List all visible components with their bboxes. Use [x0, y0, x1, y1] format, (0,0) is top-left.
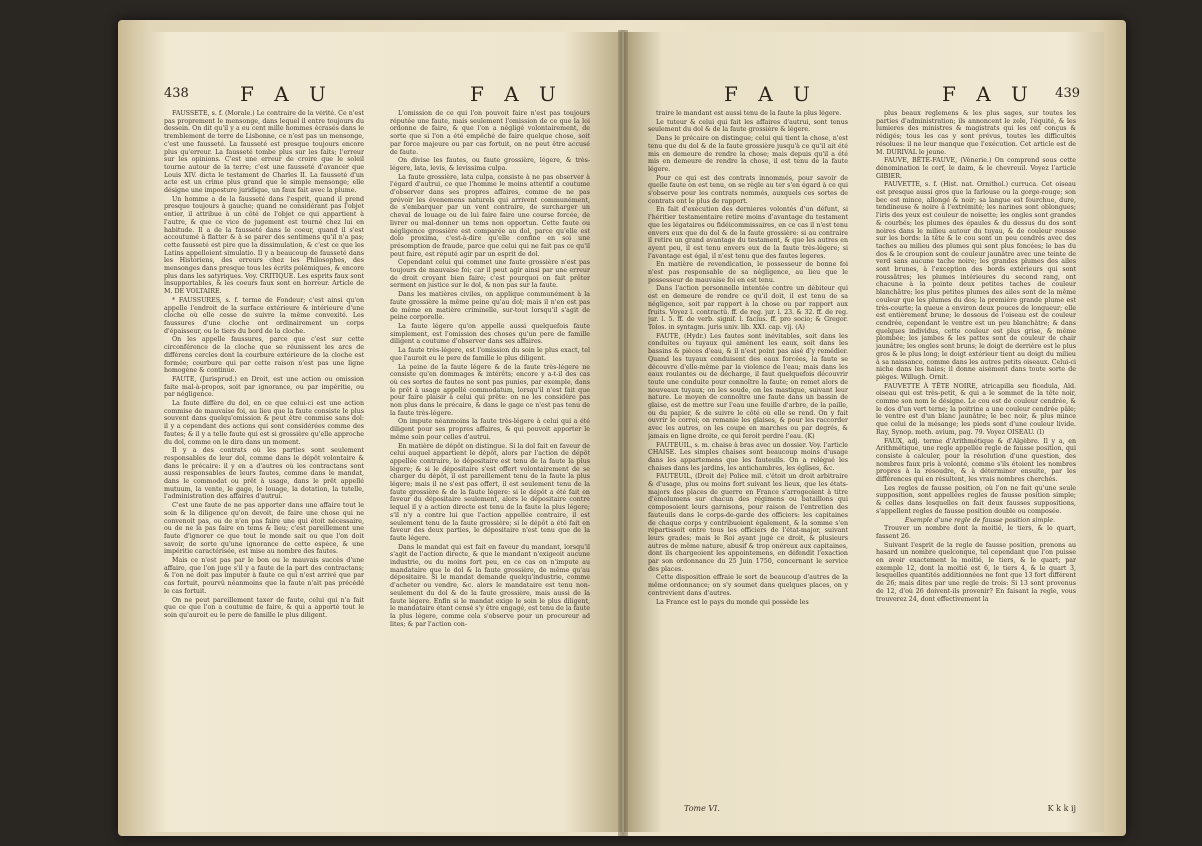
running-head: F A U [942, 82, 1035, 106]
paragraph: En fait d'exécution des dernieres volontés d'un défunt, si l'héritier testamentaire retire moins d'avantage du testament que les légataires ou fidéicommissaires, en ce cas il n'est tenu envers eux que du dol & de la faute grossière: si au contraire il retire un grand avantage du testament, & que les autres en ayent peu, il est tenu envers eux de la faute très-légere; si l'avantage est égal, il n'est tenu que des fautes legeres. [648, 206, 848, 260]
paragraph: FAUX, adj. terme d'Arithmétique & d'Algèbre. Il y a, en Arithmétique, une regle appellée regle de fausse position, qui consiste à calculer, pour la résolution d'une question, des nombres faux pris à volonté, comme s'ils étoient les nombres propres à la résoudre, & à déterminer ensuite, par les différences qui en résultent, les vrais nombres cherchés. [876, 437, 1076, 484]
left-page-header [140, 82, 622, 110]
paragraph: La faute très-légere, est l'omission du soin le plus exact, tel que l'auroit eu le pere de famille le plus diligent. [390, 347, 590, 362]
paragraph: Les regles de fausse position, où l'on ne fait qu'une seule supposition, sont appellées regles de fausse position simple; & celles dans lesquelles on fait deux fausses suppositions, s'appellent regles de fausse position double ou composée. [876, 484, 1076, 515]
paragraph: FAUVETTE, s. f. (Hist. nat. Ornithol.) curruca. Cet oiseau est presque aussi gros que la farlouse ou la gorge-rouge; son bec est mince, allongé & noir; sa langue est fourchue, dure, tendineuse & noire à l'extrémité; les narines sont oblongues; l'iris des yeux est couleur de noisette; les ongles sont grandes & courbés; les plumes des épaules & du dessus du dos sont noires dans le milieu autour du tuyau, & de couleur rousse sur les bords: la tête & le cou sont un peu cendrés avec des taches au milieu des plumes qui sont plus foncées; le bas du dos & le croupion sont de couleur jaunâtre avec une teinte de verd sans aucune tache noire; les grandes plumes des ailes sont brunes, à l'exception des bords extérieurs qui sont roussâtres; les plumes intérieures du second rang, ont chacune à la pointe deux petites taches de couleur blanchâtre; les plus petites plumes des ailes sont de la même couleur que les plumes du dos; la première grande plume est très-courte; la queue a environ deux pouces de longueur; elle est entièrement brune; le dessous de l'oiseau est de couleur cendrée, cependant le ventre est un peu blanchâtre; & dans quelques individus, cette couleur est plus grise, & même plombée; les jambes & les pattes sont de couleur de chair jaunâtre; les ongles sont bruns; le doigt de derrière est le plus gros & le plus long; le doigt extérieur tient au doigt du milieu à sa naissance, comme dans les autres petits oiseaux. Celui-ci niche dans les haies; il donne aisément dans toute sorte de pièges. Willugh. Ornit. [876, 181, 1076, 381]
paragraph: plus beaux reglemens & les plus sages, sur toutes les parties d'administration; ils annoncent le zele, l'équité, & les lumieres des ministres & magistrats qui les ont conçus & rédigés; tous les cas y sont prévus, toutes les difficultés résolues: il ne leur manque que l'exécution. Cet article est de M. DURIVAL le jeune. [876, 110, 1076, 156]
paragraph: FAUVETTE À TÊTE NOIRE, atricapilla seu ficedula, Ald. oiseau qui est très-petit, & qui a le sommet de la tête noir, comme son nom le désigne. Le cou est de couleur cendrée, & le dos d'un vert terne; la poitrine a une couleur cendrée pâle; le ventre est d'un blanc jaunâtre; le bec noir, & plus mince que celui de la mésange; les pieds sont d'une couleur livide. Ray, Synop. meth. avium, pag. 79. Voyez OISEAU. (I) [876, 382, 1076, 436]
paragraph: Dans le mandat qui est fait en faveur du mandant, lorsqu'il s'agit de l'action directe, & que le mandant n'exigeoit aucune industrie, ou du moins fort peu, en ce cas on n'impute au mandataire que le dol & la faute grossière, de même qu'au dépositaire. Si le mandat demande quelqu'industrie, comme d'acheter ou vendre, &c. alors le mandataire est tenu non-seulement du dol & de la faute grossière, mais aussi de la faute légere. Enfin si le mandat exige le soin le plus diligent, le mandataire étant censé s'y être engagé, est tenu de la faute la plus légere, comme cela s'observe pour un procureur ad lites; & par l'action con- [390, 543, 590, 628]
open-book [118, 20, 1126, 836]
paragraph: * FAUSSURES, s. f. terme de Fondeur; c'est ainsi qu'on appelle l'endroit de la surface extérieure & intérieure d'une cloche où elle cesse de suivre la même convexité. Les faussures d'une cloche ont ordinairement un corps d'épaisseur, ou le tiers du bord de la cloche. [164, 296, 364, 335]
paragraph: La France est le pays du monde qui possède les [656, 598, 809, 606]
paragraph: On ne peut pareillement taxer de faute, celui qui n'a fait que ce que l'on a coutume de faire, & qui a apporté tout le soin qu'auroit eu le pere de famille le plus diligent. [164, 596, 364, 619]
paragraph: Dans les matières civiles, on applique communément à la faute grossière la même peine qu'au dol; mais il n'en est pas de même en matière criminelle, sur-tout lorsqu'il s'agit de peine corporelle. [390, 291, 590, 322]
paragraph: Le tuteur & celui qui fait les affaires d'autrui, sont tenus seulement du dol & de la faute grossière & légere. [648, 118, 848, 134]
paragraph: On les appelle faussures, parce que c'est sur cette circonférence de la cloche que se réunissent les arcs de différens cercles dont la courbure extérieure de la cloche est formée; courbure qui par cette raison n'est pas une ligne homogène & continue. [164, 336, 364, 375]
paragraph: traire le mandant est aussi tenu de la faute la plus légere. [656, 110, 842, 117]
paragraph: Cependant celui qui commet une faute grossière n'est pas toujours de mauvaise foi; car il peut agir ainsi par une erreur de droit croyant bien faire; c'est pourquoi on fait prêter serment en justice sur le dol, & non pas sur la faute. [390, 259, 590, 290]
paragraph: FAUSSETÉ, s. f. (Morale.) Le contraire de la vérité. Ce n'est pas proprement le mensonge, dans lequel il entre toujours du dessein. On dit qu'il y a eu cent mille hommes écrasés dans le tremblement de terre de Lisbonne, ce n'est pas un mensonge, c'est une fausseté. La fausseté est presque toujours encore plus qu'erreur. La fausseté tombe plus sur les faits; l'erreur sur les opinions. C'est une erreur de croire que le soleil tourne autour de la terre; c'est une fausseté d'avancer que Louis XIV. dicta le testament de Charles II. La fausseté d'un acte est un crime plus grand que le simple mensonge; elle désigne une imposture juridique, un faux fait avec la plume. [164, 110, 364, 195]
running-head: F A U [470, 82, 563, 106]
paragraph: C'est une faute de ne pas apporter dans une affaire tout le soin & la diligence qu'on devoit, de faire une chose qui ne convenoit pas, ou de n'en pas faire une qui étoit nécessaire, ou de ne la pas faire en tems & lieu; c'est pareillement une faute d'ignorer ce que tout le monde sait ou que l'on doit savoir, de sorte qu'une ignorance de cette espèce, & une impéritie caractérisée, est mise au nombre des fautes. [164, 502, 364, 556]
paragraph: FAUTE, (Jurisprud.) en Droit, est une action ou omission faite mal-à-propos, soit par ignorance, ou par impéritie, ou par négligence. [164, 375, 364, 399]
page-number: 438 [164, 86, 189, 101]
left-page [140, 32, 622, 832]
paragraph: FAUVE, BÊTE-FAUVE, (Vénerie.) On comprend sous cette dénomination le cerf, le daim, & le chevreuil. Voyez l'article GIBIER. [876, 157, 1076, 180]
paragraph: L'omission de ce qui l'on pouvoit faire n'est pas toujours réputée une faute, mais seulement l'omission de ce que la loi ordonne de faire, & que l'on a négligé volontairement, de sorte que si l'on a été empêché de faire quelque chose, soit par force majeure ou par cas fortuit, on ne peut être accusé de faute. [390, 110, 590, 156]
paragraph: Cette disposition effraie le sort de beaucoup d'autres de la même ordonnance; on s'y soumet dans quelques places, on y contrevient dans d'autres. [648, 574, 848, 597]
paragraph: On divise les fautes, ou faute grossière, légere, & très-légere, lata, levis, & levissima culpa. [390, 157, 590, 172]
paragraph: La faute légere qu'on appelle aussi quelquefois faute simplement, est l'omission des choses qu'un pere de famille diligent a coutume d'observer dans ses affaires. [390, 322, 590, 346]
paragraph: La peine de la faute légere & de la faute très-légere ne consiste qu'en dommages & intérêts; encore y a-t-il des cas où ces sortes de fautes ne sont pas punies, par exemple, dans le prêt à usage appellé commodatum, lorsqu'il n'est fait que pour faire plaisir à celui qui prête: on ne les considère pas non plus dans le précaire, & dans le gage ce n'est pas tenu de la faute très-légere. [390, 363, 590, 417]
paragraph: Dans l'action personnelle intentée contre un débiteur qui est en demeure de rendre ce qu'il doit, il est tenu de sa négligence, soit par rapport à la chose ou par rapport aux fruits. Voyez l. contractû. ff. de reg. jur. l. 23. & 32. ff. de reg. jur. l. 5. ff. de verb. signif. l. facius. ff. pro socio; & Gregor. Tolos. in syntagm. juris univ. lib. XXI. cap. vij. (A) [648, 285, 848, 331]
right-page [624, 32, 1104, 832]
right-page-header [624, 82, 1104, 110]
left-column-2 [390, 110, 590, 810]
paragraph: FAUTEUIL, s. m. chaise à bras avec un dossier. Voy. l'article CHAISE. Les simples chaises sont beaucoup moins d'usage dans les appartemens que les fauteuils. On a relégué les chaises dans les jardins, les antichambres, les églises, &c. [648, 441, 848, 472]
paragraph: Dans le précaire on distingue; celui qui tient la chose, n'est tenu que du dol & de la faute grossière jusqu'à ce qu'il ait été mis en demeure de rendre la chose; mais depuis qu'il a été mis en demeure de rendre la chose, il est tenu de la faute légere. [648, 135, 848, 173]
paragraph: On impute néanmoins la faute très-légere à celui qui a été diligent pour ses propres affaires, & qui pouvoit apporter le même soin pour celles d'autrui. [390, 418, 590, 441]
paragraph: FAUTEUIL, (Droit de) Police mil. c'étoit un droit arbitraire & d'usage, plus ou moins fort suivant les lieux, que les états-majors des places de guerre en France s'arrogeoient à titre d'émolumens sur chacun des régimens ou bataillons qui composoient leurs garnisons, pour raison de l'entretien des fauteuils dans le corps-de-garde des officiers: les capitaines de chaque corps y contribuoient également, & la somme s'en répartissoit entre tous les officiers de l'état-major, suivant leurs grades; mais le Roi ayant jugé ce droit, & plusieurs autres de même nature, abusif & trop onéreux aux capitaines, dont ils chargeoient les appointemens, en défendit l'exaction par son ordonnance du 25 Juin 1750, concernant le service des places. [648, 473, 848, 573]
paragraph: En matière de revendication, le possesseur de bonne foi n'est pas responsable de sa négligence, au lieu que le possesseur de mauvaise foi en est tenu. [648, 261, 848, 284]
book-gutter [618, 30, 628, 836]
paragraph: Mais ce n'est pas par le bon ou le mauvais succès d'une affaire, que l'on juge s'il y a faute de la part des contractans; & l'on ne doit pas imputer à faute ce qui n'est arrivé que par cas fortuit, pourvû néanmoins que la faute n'ait pas précédé le cas fortuit. [164, 557, 364, 595]
paragraph: Pour ce qui est des contrats innommés, pour savoir de quelle faute on est tenu, on se règle au ter s'en égard à ce qui s'observe pour les contrats nommés, auxquels ces sortes de contrats ont le plus de rapport. [648, 174, 848, 205]
page-number: 439 [1055, 86, 1080, 101]
right-column-1 [648, 110, 848, 800]
paragraph: Trouver un nombre dont la moitié, le tiers, & le quart, fassent 26. [876, 525, 1076, 540]
right-column-2 [876, 110, 1076, 800]
left-column-1 [164, 110, 364, 810]
paragraph: La faute grossière, lata culpa, consiste à ne pas observer à l'égard d'autrui, ce que l'homme le moins attentif a coutume d'observer dans ses propres affaires, comme de ne pas prévoir les évenemens naturels qui arrivent communément, de s'embarquer par un vent contraire, de surcharger un cheval de louage ou de lui faire faire une course forcée, de livrer ou mal-donner un tems non opportun. Cette faute ou négligence grossière est comparée au dol, parce qu'elle est dolo proxima, c'est-à-dire qu'elle confine en soi une présomption de fraude, parce que celui qui ne fait pas ce qu'il peut faire, est réputé agir par un esprit de dol. [390, 173, 590, 258]
volume-signature: Tome VI. [684, 804, 720, 813]
paragraph: Suivant l'esprit de la regle de fausse position, prenons au hasard un nombre quelconque, tel cependant que l'on puisse en avoir exactement la moitié, le tiers, & le quart; par exemple 12, dont la moitié est 6, le tiers 4, & le quart 3, lesquelles quantités additionnées ne font que 13 fort différent de 26; mais dites par une regle de trois: Si 13 sont provenus de 12, d'où 26 doivent-ils provenir? En faisant la regle, vous trouverez 24, dont effectivement la [876, 541, 1076, 603]
running-head: F A U [240, 82, 333, 106]
paragraph: La faute diffère du dol, en ce que celui-ci est une action commise de mauvaise foi, au lieu que la faute consiste le plus souvent dans quelqu'omission & peut être commise sans dol: il y a cependant des actions qui sont considérées comme des fautes; & il y a telle faute qui est si grossière qu'elle approche du dol, comme on le dira dans un moment. [164, 400, 364, 446]
paragraph: En matière de dépôt on distingue. Si la dol fait en faveur de celui auquel appartient le dépôt, alors par l'action de dépôt appellée contraire, le dépositaire est tenu de la faute la plus légere; & si le dépositaire s'est offert volontairement de se charger du dépôt, il est pareillement tenu de la faute la plus légere; mais il ne s'est pas offert, il est seulement tenu de la faute grossière & de la faute légere: si le dépôt a été fait en faveur du dépositaire seulement, alors le dépositaire contre lequel il y a action directe est tenu de la faute la plus légere; s'il n'y a contre lui que l'action appellée contraire, il est seulement tenu de la faute grossière; si le dépôt a été fait en faveur des deux parties, le dépositaire n'est tenu que de la faute légere. [390, 442, 590, 542]
running-head: F A U [724, 82, 817, 106]
gathering-signature: K k k ij [1047, 804, 1076, 813]
paragraph: Il y a des contrats où les parties sont seulement responsables de leur dol, comme dans le dépôt volontaire & dans le précaire: il y en a d'autres où les contractans sont aussi responsables de leurs fautes, comme dans le mandat, dans le commodat ou prêt à usage, dans le prêt appellé mutuum, la vente, le gage, le louage, la dotation, la tutelle, l'administration des affaires d'autrui. [164, 447, 364, 501]
paragraph: Un homme a de la fausseté dans l'esprit, quand il prend presque toujours à gauche; quand ne considérant pas l'objet entier, il attribue à un côté de l'objet ce qui appartient à l'autre, & que ce vice de jugement est tourné chez lui en habitude. Il a de la fausseté dans le coeur, quand il s'est accoutumé à flatter & à se parer des sentimens qu'il n'a pas; cette fausseté est pire que la dissimulation, & c'est ce que les Latins appelloient simulatio. Il y a beaucoup de fausseté dans les Historiens, des erreurs chez les Philosophes, des mensonges dans presque tous les écrits polémiques, & encore plus dans les satyriques. Voy. CRITIQUE. Les esprits faux sont insupportables, & les coeurs faux sont en horreur. Article de M. DE VOLTAIRE. [164, 195, 364, 296]
paragraph: FAUTE, (Hydr.) Les fautes sont inévitables, soit dans les conduites ou tuyaux qui amènent les eaux, soit dans les bassins & pièces d'eau, & il n'est point pas aisé d'y remédier. Quand les tuyaux conduisent des eaux forcées, la faute se découvre d'elle-même par la violence de l'eau; mais dans les eaux roulantes ou de décharge, il faut quelquefois découvrir toute une conduite pour connoître la faute; on remet alors de nouveaux tuyaux; on les soude, on les mastique, suivant leur nature. Le moyen de connoître une faute dans un bassin de glaise, est de mettre sur l'eau une feuille d'arbre, de la paille, ou du papier, & de suivre le côté où elle se rend. On y fait ouvrir le corroi; on remanie les glaises, & pour les raccorder avec les autres, on les coupe en marches ou par degrés, & jamais en ligne droite, ce qui feroit perdre l'eau. (K) [648, 332, 848, 440]
paragraph: Exemple d'une regle de fausse position simple. [904, 516, 1056, 524]
